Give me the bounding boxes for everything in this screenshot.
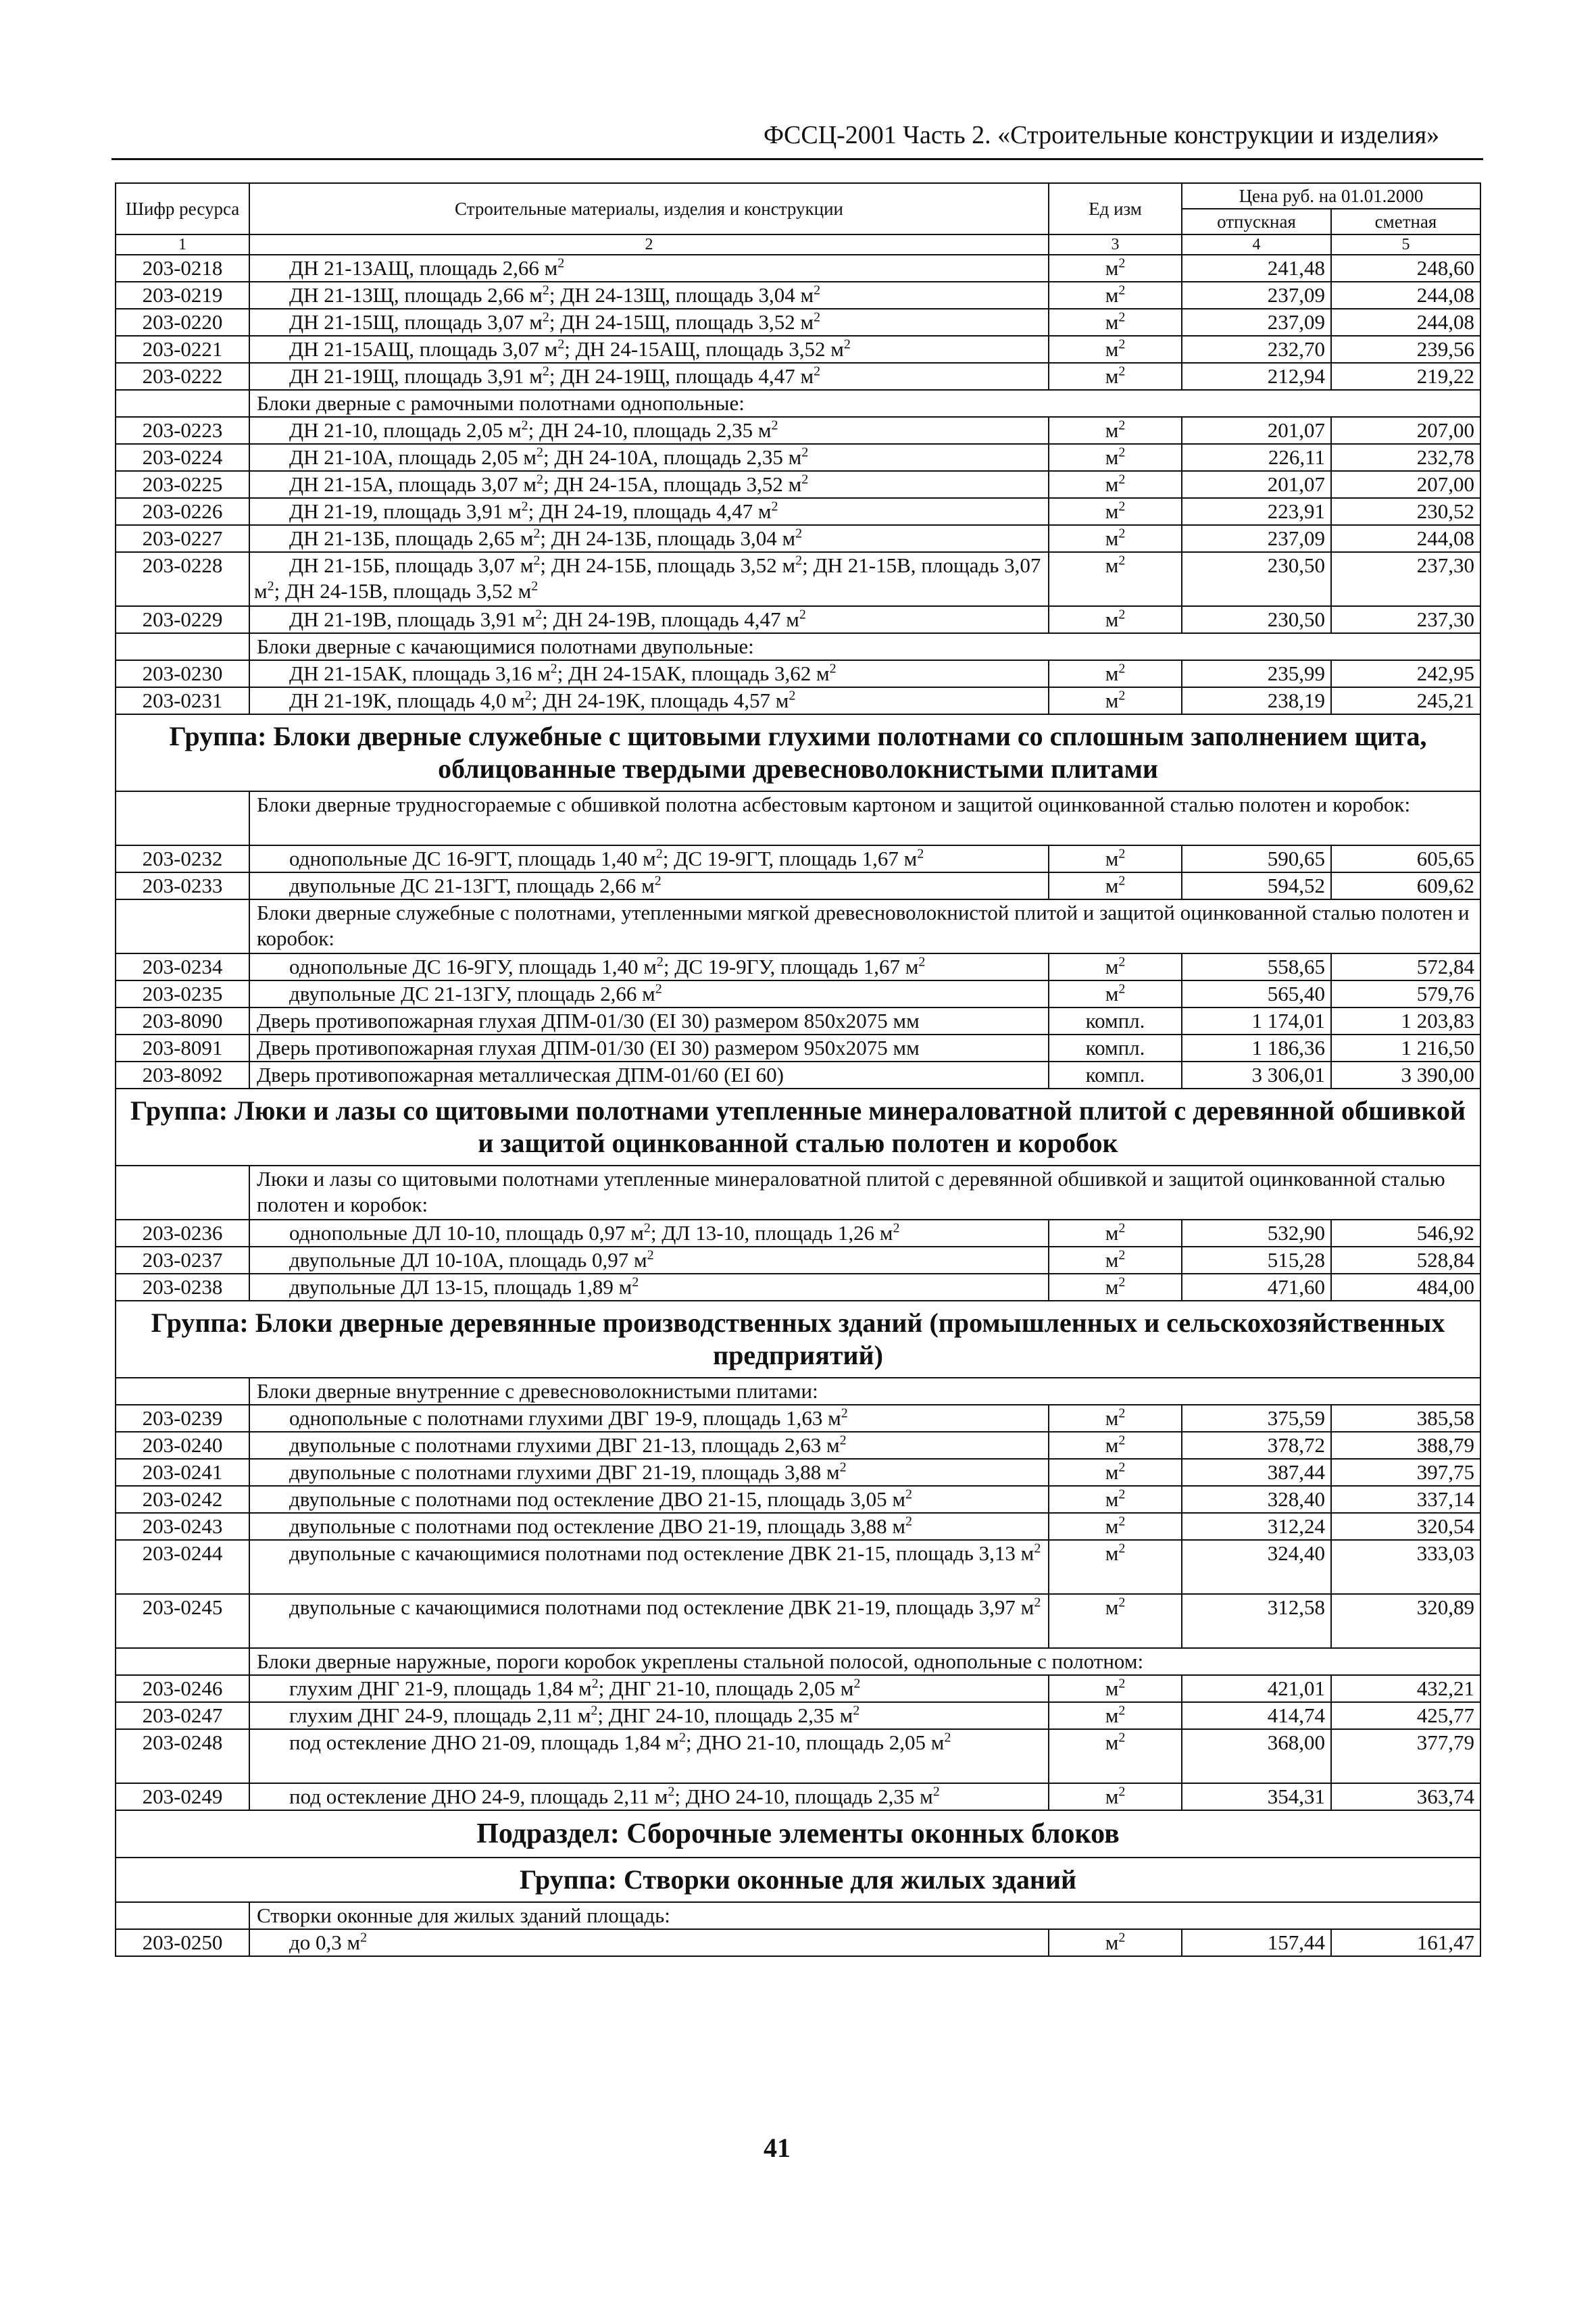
release-price: 414,74 bbox=[1182, 1702, 1331, 1729]
subgroup-note: Блоки дверные трудносгораемые с обшивкой полотна асбестовым картоном и защитой оцинкованной сталью полотен и коробок: bbox=[249, 791, 1480, 845]
resource-code: 203-0243 bbox=[116, 1513, 249, 1540]
estimate-price: 484,00 bbox=[1331, 1274, 1480, 1301]
item-name: двупольные с полотнами глухими ДВГ 21-19, площадь 3,88 $м^2$ bbox=[249, 1459, 1049, 1486]
estimate-price: 579,76 bbox=[1331, 980, 1480, 1007]
item-name: ДН 21-19Щ, площадь 3,91 $м^2$; ДН 24-19Щ, площадь 4,47 $м^2$ bbox=[249, 363, 1049, 390]
subsection-heading-row bbox=[116, 1810, 1480, 1858]
release-price: 590,65 bbox=[1182, 845, 1331, 872]
col-index-1: 1 bbox=[116, 234, 249, 255]
resource-code: 203-0242 bbox=[116, 1486, 249, 1513]
unit-of-measure: $м^2$ bbox=[1049, 980, 1182, 1007]
table-row bbox=[116, 1035, 1480, 1062]
estimate-price: 320,89 bbox=[1331, 1594, 1480, 1648]
table-row bbox=[116, 1594, 1480, 1648]
table-row bbox=[116, 1513, 1480, 1540]
table-row bbox=[116, 872, 1480, 899]
col-index-2: 2 bbox=[249, 234, 1049, 255]
release-price: 1 186,36 bbox=[1182, 1035, 1331, 1062]
unit-of-measure: $м^2$ bbox=[1049, 525, 1182, 552]
resource-code: 203-0224 bbox=[116, 444, 249, 471]
unit-of-measure: $м^2$ bbox=[1049, 1486, 1182, 1513]
unit-of-measure: $м^2$ bbox=[1049, 336, 1182, 363]
release-price: 312,58 bbox=[1182, 1594, 1331, 1648]
unit-of-measure: $м^2$ bbox=[1049, 845, 1182, 872]
estimate-price: 239,56 bbox=[1331, 336, 1480, 363]
table-row bbox=[116, 1247, 1480, 1274]
release-price: 237,09 bbox=[1182, 309, 1331, 336]
unit-of-measure: $м^2$ bbox=[1049, 255, 1182, 282]
table-row bbox=[116, 1007, 1480, 1035]
resource-code: 203-0227 bbox=[116, 525, 249, 552]
header-rule bbox=[111, 158, 1483, 160]
release-price: 241,48 bbox=[1182, 255, 1331, 282]
resource-code: 203-0233 bbox=[116, 872, 249, 899]
unit-of-measure: $м^2$ bbox=[1049, 660, 1182, 687]
item-name: однопольные ДС 16-9ГУ, площадь 1,40 $м^2$; ДС 19-9ГУ, площадь 1,67 $м^2$ bbox=[249, 953, 1049, 980]
release-price: 230,50 bbox=[1182, 606, 1331, 633]
table-row bbox=[116, 363, 1480, 390]
item-name: ДН 21-10А, площадь 2,05 $м^2$; ДН 24-10А, площадь 2,35 $м^2$ bbox=[249, 444, 1049, 471]
empty-cell bbox=[116, 899, 249, 953]
item-name: ДН 21-19К, площадь 4,0 $м^2$; ДН 24-19К, площадь 4,57 $м^2$ bbox=[249, 687, 1049, 714]
release-price: 368,00 bbox=[1182, 1729, 1331, 1783]
item-name: двупольные с качающимися полотнами под остекление ДВК 21-15, площадь 3,13 $м^2$ bbox=[249, 1540, 1049, 1594]
unit-of-measure: $м^2$ bbox=[1049, 1702, 1182, 1729]
resource-code: 203-0226 bbox=[116, 498, 249, 525]
subgroup-note-row bbox=[116, 899, 1480, 953]
subgroup-note-row bbox=[116, 1378, 1480, 1405]
item-name: ДН 21-13Б, площадь 2,65 $м^2$; ДН 24-13Б, площадь 3,04 $м^2$ bbox=[249, 525, 1049, 552]
release-price: 515,28 bbox=[1182, 1247, 1331, 1274]
resource-code: 203-0237 bbox=[116, 1247, 249, 1274]
item-name: двупольные с качающимися полотнами под остекление ДВК 21-19, площадь 3,97 $м^2$ bbox=[249, 1594, 1049, 1648]
resource-code: 203-0247 bbox=[116, 1702, 249, 1729]
resource-code: 203-0235 bbox=[116, 980, 249, 1007]
item-name: однопольные с полотнами глухими ДВГ 19-9, площадь 1,63 $м^2$ bbox=[249, 1405, 1049, 1432]
estimate-price: 337,14 bbox=[1331, 1486, 1480, 1513]
release-price: 223,91 bbox=[1182, 498, 1331, 525]
table-row bbox=[116, 552, 1480, 606]
resource-code: 203-0229 bbox=[116, 606, 249, 633]
item-name: глухим ДНГ 21-9, площадь 1,84 $м^2$; ДНГ 21-10, площадь 2,05 $м^2$ bbox=[249, 1675, 1049, 1702]
estimate-price: 432,21 bbox=[1331, 1675, 1480, 1702]
release-price: 565,40 bbox=[1182, 980, 1331, 1007]
unit-of-measure: $м^2$ bbox=[1049, 282, 1182, 309]
table-row bbox=[116, 1062, 1480, 1089]
price-table bbox=[115, 182, 1481, 1957]
item-name: Дверь противопожарная глухая ДПМ-01/30 (EI 30) размером 850х2075 мм bbox=[249, 1007, 1049, 1035]
subgroup-note: Блоки дверные служебные с полотнами, утепленными мягкой древесноволокнистой плитой и защитой оцинкованной сталью полотен и коробок: bbox=[249, 899, 1480, 953]
release-price: 230,50 bbox=[1182, 552, 1331, 606]
estimate-price: 248,60 bbox=[1331, 255, 1480, 282]
unit-of-measure: $м^2$ bbox=[1049, 309, 1182, 336]
estimate-price: 1 203,83 bbox=[1331, 1007, 1480, 1035]
empty-cell bbox=[116, 791, 249, 845]
release-price: 375,59 bbox=[1182, 1405, 1331, 1432]
subgroup-note: Створки оконные для жилых зданий площадь: bbox=[249, 1902, 1480, 1929]
estimate-price: 207,00 bbox=[1331, 417, 1480, 444]
release-price: 558,65 bbox=[1182, 953, 1331, 980]
resource-code: 203-0236 bbox=[116, 1220, 249, 1247]
estimate-price: 3 390,00 bbox=[1331, 1062, 1480, 1089]
unit-of-measure: $м^2$ bbox=[1049, 606, 1182, 633]
unit-of-measure: $м^2$ bbox=[1049, 1247, 1182, 1274]
estimate-price: 230,52 bbox=[1331, 498, 1480, 525]
resource-code: 203-0228 bbox=[116, 552, 249, 606]
table-row bbox=[116, 1432, 1480, 1459]
subgroup-note: Блоки дверные наружные, пороги коробок укреплены стальной полосой, однопольные с полотном: bbox=[249, 1648, 1480, 1675]
table-row bbox=[116, 1540, 1480, 1594]
page-header-title: ФССЦ-2001 Часть 2. «Строительные конструкции и изделия» bbox=[764, 121, 1440, 149]
table-row bbox=[116, 525, 1480, 552]
estimate-price: 528,84 bbox=[1331, 1247, 1480, 1274]
release-price: 238,19 bbox=[1182, 687, 1331, 714]
item-name: ДН 21-19, площадь 3,91 $м^2$; ДН 24-19, площадь 4,47 $м^2$ bbox=[249, 498, 1049, 525]
resource-code: 203-0225 bbox=[116, 471, 249, 498]
item-name: ДН 21-15АК, площадь 3,16 $м^2$; ДН 24-15АК, площадь 3,62 $м^2$ bbox=[249, 660, 1049, 687]
unit-of-measure: $м^2$ bbox=[1049, 1220, 1182, 1247]
item-name: Дверь противопожарная глухая ДПМ-01/30 (EI 30) размером 950х2075 мм bbox=[249, 1035, 1049, 1062]
item-name: до 0,3 $м^2$ bbox=[249, 1929, 1049, 1956]
resource-code: 203-8092 bbox=[116, 1062, 249, 1089]
unit-of-measure: $м^2$ bbox=[1049, 1594, 1182, 1648]
item-name: ДН 21-15Щ, площадь 3,07 $м^2$; ДН 24-15Щ, площадь 3,52 $м^2$ bbox=[249, 309, 1049, 336]
resource-code: 203-0239 bbox=[116, 1405, 249, 1432]
item-name: под остекление ДНО 24-9, площадь 2,11 $м^2$; ДНО 24-10, площадь 2,35 $м^2$ bbox=[249, 1783, 1049, 1810]
subgroup-note: Блоки дверные внутренние с древесноволокнистыми плитами: bbox=[249, 1378, 1480, 1405]
empty-cell bbox=[116, 390, 249, 417]
resource-code: 203-0230 bbox=[116, 660, 249, 687]
release-price: 235,99 bbox=[1182, 660, 1331, 687]
subgroup-note-row bbox=[116, 1166, 1480, 1220]
empty-cell bbox=[116, 1648, 249, 1675]
table-row bbox=[116, 1929, 1480, 1956]
empty-cell bbox=[116, 633, 249, 660]
col-header-estimate-price: сметная bbox=[1331, 209, 1480, 234]
item-name: ДН 21-19В, площадь 3,91 $м^2$; ДН 24-19В, площадь 4,47 $м^2$ bbox=[249, 606, 1049, 633]
resource-code: 203-0231 bbox=[116, 687, 249, 714]
group-heading: Группа: Блоки дверные деревянные производственных зданий (промышленных и сельскохозяйственных предприятий) bbox=[116, 1301, 1480, 1378]
group-heading: Группа: Створки оконные для жилых зданий bbox=[116, 1858, 1480, 1902]
subgroup-note-row bbox=[116, 1902, 1480, 1929]
table-row bbox=[116, 309, 1480, 336]
estimate-price: 161,47 bbox=[1331, 1929, 1480, 1956]
col-index-4: 4 bbox=[1182, 234, 1331, 255]
estimate-price: 245,21 bbox=[1331, 687, 1480, 714]
resource-code: 203-0246 bbox=[116, 1675, 249, 1702]
release-price: 421,01 bbox=[1182, 1675, 1331, 1702]
table-row bbox=[116, 687, 1480, 714]
unit-of-measure: компл. bbox=[1049, 1035, 1182, 1062]
estimate-price: 609,62 bbox=[1331, 872, 1480, 899]
item-name: ДН 21-15АЩ, площадь 3,07 $м^2$; ДН 24-15АЩ, площадь 3,52 $м^2$ bbox=[249, 336, 1049, 363]
resource-code: 203-0240 bbox=[116, 1432, 249, 1459]
resource-code: 203-0241 bbox=[116, 1459, 249, 1486]
unit-of-measure: компл. bbox=[1049, 1007, 1182, 1035]
item-name: двупольные с полотнами под остекление ДВО 21-15, площадь 3,05 $м^2$ bbox=[249, 1486, 1049, 1513]
table-row bbox=[116, 255, 1480, 282]
item-name: Дверь противопожарная металлическая ДПМ-01/60 (EI 60) bbox=[249, 1062, 1049, 1089]
resource-code: 203-0232 bbox=[116, 845, 249, 872]
table-row bbox=[116, 1675, 1480, 1702]
empty-cell bbox=[116, 1902, 249, 1929]
item-name: ДН 21-13АЩ, площадь 2,66 $м^2$ bbox=[249, 255, 1049, 282]
item-name: ДН 21-10, площадь 2,05 $м^2$; ДН 24-10, площадь 2,35 $м^2$ bbox=[249, 417, 1049, 444]
empty-cell bbox=[116, 1166, 249, 1220]
item-name: ДН 21-13Щ, площадь 2,66 $м^2$; ДН 24-13Щ, площадь 3,04 $м^2$ bbox=[249, 282, 1049, 309]
resource-code: 203-0223 bbox=[116, 417, 249, 444]
col-header-release-price: отпускная bbox=[1182, 209, 1331, 234]
unit-of-measure: $м^2$ bbox=[1049, 552, 1182, 606]
table-row bbox=[116, 1729, 1480, 1783]
item-name: под остекление ДНО 21-09, площадь 1,84 $м^2$; ДНО 21-10, площадь 2,05 $м^2$ bbox=[249, 1729, 1049, 1783]
resource-code: 203-0219 bbox=[116, 282, 249, 309]
estimate-price: 1 216,50 bbox=[1331, 1035, 1480, 1062]
table-row bbox=[116, 498, 1480, 525]
release-price: 237,09 bbox=[1182, 525, 1331, 552]
estimate-price: 242,95 bbox=[1331, 660, 1480, 687]
subgroup-note: Блоки дверные с рамочными полотнами однопольные: bbox=[249, 390, 1480, 417]
table-row bbox=[116, 660, 1480, 687]
group-heading-row bbox=[116, 714, 1480, 791]
release-price: 594,52 bbox=[1182, 872, 1331, 899]
subgroup-note-row bbox=[116, 1648, 1480, 1675]
release-price: 226,11 bbox=[1182, 444, 1331, 471]
estimate-price: 320,54 bbox=[1331, 1513, 1480, 1540]
col-index-3: 3 bbox=[1049, 234, 1182, 255]
estimate-price: 244,08 bbox=[1331, 282, 1480, 309]
subgroup-note-row bbox=[116, 390, 1480, 417]
table-row bbox=[116, 471, 1480, 498]
unit-of-measure: $м^2$ bbox=[1049, 1729, 1182, 1783]
estimate-price: 244,08 bbox=[1331, 309, 1480, 336]
release-price: 312,24 bbox=[1182, 1513, 1331, 1540]
unit-of-measure: $м^2$ bbox=[1049, 1675, 1182, 1702]
release-price: 237,09 bbox=[1182, 282, 1331, 309]
resource-code: 203-0222 bbox=[116, 363, 249, 390]
subgroup-note-row bbox=[116, 633, 1480, 660]
item-name: двупольные ДЛ 13-15, площадь 1,89 $м^2$ bbox=[249, 1274, 1049, 1301]
resource-code: 203-0221 bbox=[116, 336, 249, 363]
unit-of-measure: $м^2$ bbox=[1049, 1405, 1182, 1432]
item-name: двупольные ДС 21-13ГТ, площадь 2,66 $м^2$ bbox=[249, 872, 1049, 899]
group-heading-row bbox=[116, 1301, 1480, 1378]
item-name: двупольные с полотнами глухими ДВГ 21-13, площадь 2,63 $м^2$ bbox=[249, 1432, 1049, 1459]
table-row bbox=[116, 444, 1480, 471]
estimate-price: 207,00 bbox=[1331, 471, 1480, 498]
release-price: 157,44 bbox=[1182, 1929, 1331, 1956]
table-row bbox=[116, 980, 1480, 1007]
resource-code: 203-0249 bbox=[116, 1783, 249, 1810]
table-row bbox=[116, 953, 1480, 980]
unit-of-measure: $м^2$ bbox=[1049, 1929, 1182, 1956]
estimate-price: 605,65 bbox=[1331, 845, 1480, 872]
item-name: однопольные ДС 16-9ГТ, площадь 1,40 $м^2$; ДС 19-9ГТ, площадь 1,67 $м^2$ bbox=[249, 845, 1049, 872]
table-row bbox=[116, 1405, 1480, 1432]
estimate-price: 425,77 bbox=[1331, 1702, 1480, 1729]
release-price: 201,07 bbox=[1182, 417, 1331, 444]
unit-of-measure: компл. bbox=[1049, 1062, 1182, 1089]
item-name: однопольные ДЛ 10-10, площадь 0,97 $м^2$; ДЛ 13-10, площадь 1,26 $м^2$ bbox=[249, 1220, 1049, 1247]
unit-of-measure: $м^2$ bbox=[1049, 1783, 1182, 1810]
estimate-price: 572,84 bbox=[1331, 953, 1480, 980]
col-header-unit: Ед изм bbox=[1049, 183, 1182, 234]
release-price: 1 174,01 bbox=[1182, 1007, 1331, 1035]
release-price: 354,31 bbox=[1182, 1783, 1331, 1810]
release-price: 378,72 bbox=[1182, 1432, 1331, 1459]
col-header-name: Строительные материалы, изделия и конструкции bbox=[249, 183, 1049, 234]
release-price: 387,44 bbox=[1182, 1459, 1331, 1486]
resource-code: 203-0244 bbox=[116, 1540, 249, 1594]
resource-code: 203-0245 bbox=[116, 1594, 249, 1648]
resource-code: 203-0238 bbox=[116, 1274, 249, 1301]
subgroup-note-row bbox=[116, 791, 1480, 845]
resource-code: 203-8090 bbox=[116, 1007, 249, 1035]
subgroup-note: Блоки дверные с качающимися полотнами двупольные: bbox=[249, 633, 1480, 660]
unit-of-measure: $м^2$ bbox=[1049, 498, 1182, 525]
estimate-price: 388,79 bbox=[1331, 1432, 1480, 1459]
unit-of-measure: $м^2$ bbox=[1049, 872, 1182, 899]
page-number: 41 bbox=[764, 2133, 791, 2163]
group-heading: Группа: Блоки дверные служебные с щитовыми глухими полотнами со сплошным заполнением щита, облицованные твердыми древесноволокнистыми плитами bbox=[116, 714, 1480, 791]
estimate-price: 237,30 bbox=[1331, 552, 1480, 606]
table-row bbox=[116, 1220, 1480, 1247]
unit-of-measure: $м^2$ bbox=[1049, 444, 1182, 471]
group-heading-row bbox=[116, 1858, 1480, 1902]
estimate-price: 333,03 bbox=[1331, 1540, 1480, 1594]
release-price: 212,94 bbox=[1182, 363, 1331, 390]
estimate-price: 546,92 bbox=[1331, 1220, 1480, 1247]
table-row bbox=[116, 1486, 1480, 1513]
estimate-price: 244,08 bbox=[1331, 525, 1480, 552]
group-heading: Группа: Люки и лазы со щитовыми полотнами утепленные минераловатной плитой с деревянной обшивкой и защитой оцинкованной сталью полотен и коробок bbox=[116, 1089, 1480, 1166]
resource-code: 203-0218 bbox=[116, 255, 249, 282]
table-row bbox=[116, 1459, 1480, 1486]
estimate-price: 397,75 bbox=[1331, 1459, 1480, 1486]
unit-of-measure: $м^2$ bbox=[1049, 1540, 1182, 1594]
item-name: ДН 21-15Б, площадь 3,07 $м^2$; ДН 24-15Б, площадь 3,52 $м^2$; ДН 21-15В, площадь 3,07 $м^2$; ДН 24-15В, площадь 3,52 $м^2$ bbox=[249, 552, 1049, 606]
resource-code: 203-0250 bbox=[116, 1929, 249, 1956]
item-name: двупольные ДС 21-13ГУ, площадь 2,66 $м^2$ bbox=[249, 980, 1049, 1007]
item-name: двупольные с полотнами под остекление ДВО 21-19, площадь 3,88 $м^2$ bbox=[249, 1513, 1049, 1540]
unit-of-measure: $м^2$ bbox=[1049, 687, 1182, 714]
estimate-price: 377,79 bbox=[1331, 1729, 1480, 1783]
table-row bbox=[116, 1274, 1480, 1301]
unit-of-measure: $м^2$ bbox=[1049, 953, 1182, 980]
estimate-price: 232,78 bbox=[1331, 444, 1480, 471]
release-price: 201,07 bbox=[1182, 471, 1331, 498]
unit-of-measure: $м^2$ bbox=[1049, 1274, 1182, 1301]
subgroup-note: Люки и лазы со щитовыми полотнами утепленные минераловатной плитой с деревянной обшивкой и защитой оцинкованной сталью полотен и коробок: bbox=[249, 1166, 1480, 1220]
resource-code: 203-0248 bbox=[116, 1729, 249, 1783]
resource-code: 203-0234 bbox=[116, 953, 249, 980]
col-header-code: Шифр ресурса bbox=[116, 183, 249, 234]
release-price: 232,70 bbox=[1182, 336, 1331, 363]
subsection-heading: Подраздел: Сборочные элементы оконных блоков bbox=[116, 1810, 1480, 1858]
resource-code: 203-0220 bbox=[116, 309, 249, 336]
release-price: 3 306,01 bbox=[1182, 1062, 1331, 1089]
unit-of-measure: $м^2$ bbox=[1049, 1459, 1182, 1486]
unit-of-measure: $м^2$ bbox=[1049, 471, 1182, 498]
empty-cell bbox=[116, 1378, 249, 1405]
table-row bbox=[116, 282, 1480, 309]
unit-of-measure: $м^2$ bbox=[1049, 363, 1182, 390]
col-header-price: Цена руб. на 01.01.2000 bbox=[1182, 183, 1480, 209]
estimate-price: 385,58 bbox=[1331, 1405, 1480, 1432]
item-name: ДН 21-15А, площадь 3,07 $м^2$; ДН 24-15А, площадь 3,52 $м^2$ bbox=[249, 471, 1049, 498]
resource-code: 203-8091 bbox=[116, 1035, 249, 1062]
item-name: глухим ДНГ 24-9, площадь 2,11 $м^2$; ДНГ 24-10, площадь 2,35 $м^2$ bbox=[249, 1702, 1049, 1729]
table-row bbox=[116, 606, 1480, 633]
unit-of-measure: $м^2$ bbox=[1049, 1432, 1182, 1459]
release-price: 471,60 bbox=[1182, 1274, 1331, 1301]
table-row bbox=[116, 845, 1480, 872]
col-index-5: 5 bbox=[1331, 234, 1480, 255]
group-heading-row bbox=[116, 1089, 1480, 1166]
estimate-price: 219,22 bbox=[1331, 363, 1480, 390]
table-row bbox=[116, 1702, 1480, 1729]
release-price: 532,90 bbox=[1182, 1220, 1331, 1247]
table-row bbox=[116, 1783, 1480, 1810]
table-row bbox=[116, 336, 1480, 363]
release-price: 328,40 bbox=[1182, 1486, 1331, 1513]
table-row bbox=[116, 417, 1480, 444]
item-name: двупольные ДЛ 10-10А, площадь 0,97 $м^2$ bbox=[249, 1247, 1049, 1274]
estimate-price: 237,30 bbox=[1331, 606, 1480, 633]
unit-of-measure: $м^2$ bbox=[1049, 417, 1182, 444]
release-price: 324,40 bbox=[1182, 1540, 1331, 1594]
estimate-price: 363,74 bbox=[1331, 1783, 1480, 1810]
unit-of-measure: $м^2$ bbox=[1049, 1513, 1182, 1540]
